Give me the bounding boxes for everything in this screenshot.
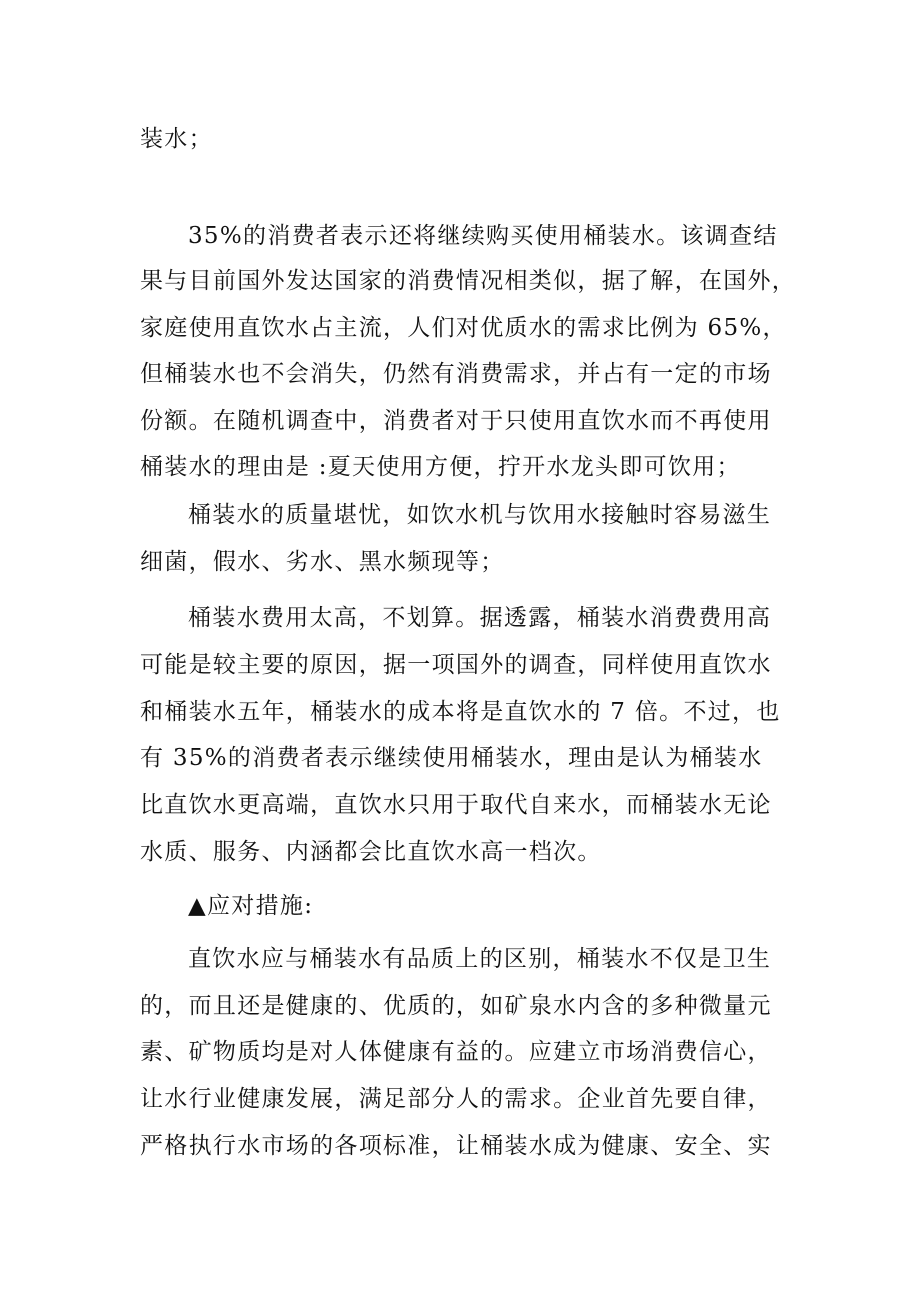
text-line-11: 可能是较主要的原因，据一项国外的调查，同样使用直饮水 [140,652,772,678]
text-line-19: 素、矿物质均是对人体健康有益的。应建立市场消费信心， [140,1039,772,1065]
text-line-3: 果与目前国外发达国家的消费情况相类似，据了解，在国外， [140,268,797,294]
text-line-7: 桶装水的理由是 :夏天使用方便，拧开水龙头即可饮用； [140,454,741,480]
text-line-20: 让水行业健康发展，满足部分人的需求。企业首先要自律， [140,1086,772,1112]
text-line-10: 桶装水费用太高，不划算。据透露，桶装水消费费用高 [188,605,772,631]
text-line-5: 但桶装水也不会消失，仍然有消费需求，并占有一定的市场 [140,361,772,387]
text-line-1: 装水； [140,126,213,152]
text-line-12: 和桶装水五年，桶装水的成本将是直饮水的 7 倍。不过，也 [140,699,781,725]
text-line-2: 35%的消费者表示还将继续购买使用桶装水。该调查结 [188,223,778,249]
text-line-14: 比直饮水更高端，直饮水只用于取代自来水，而桶装水无论 [140,792,772,818]
text-line-9: 细菌，假水、劣水、黑水频现等； [140,549,505,575]
text-line-6: 份额。在随机调查中，消费者对于只使用直饮水而不再使用 [140,408,772,434]
text-line-13: 有 35%的消费者表示继续使用桶装水，理由是认为桶装水 [140,745,763,771]
text-line-8: 桶装水的质量堪忧，如饮水机与饮用水接触时容易滋生 [188,502,772,528]
text-line-17: 直饮水应与桶装水有品质上的区别，桶装水不仅是卫生 [188,946,772,972]
section-heading: ▲应对措施: [188,893,314,919]
text-line-4: 家庭使用直饮水占主流，人们对优质水的需求比例为 65%， [140,315,787,341]
text-line-15: 水质、服务、内涵都会比直饮水高一档次。 [140,839,602,865]
text-line-21: 严格执行水市场的各项标准，让桶装水成为健康、安全、实 [140,1133,772,1159]
text-line-18: 的，而且还是健康的、优质的，如矿泉水内含的多种微量元 [140,993,772,1019]
